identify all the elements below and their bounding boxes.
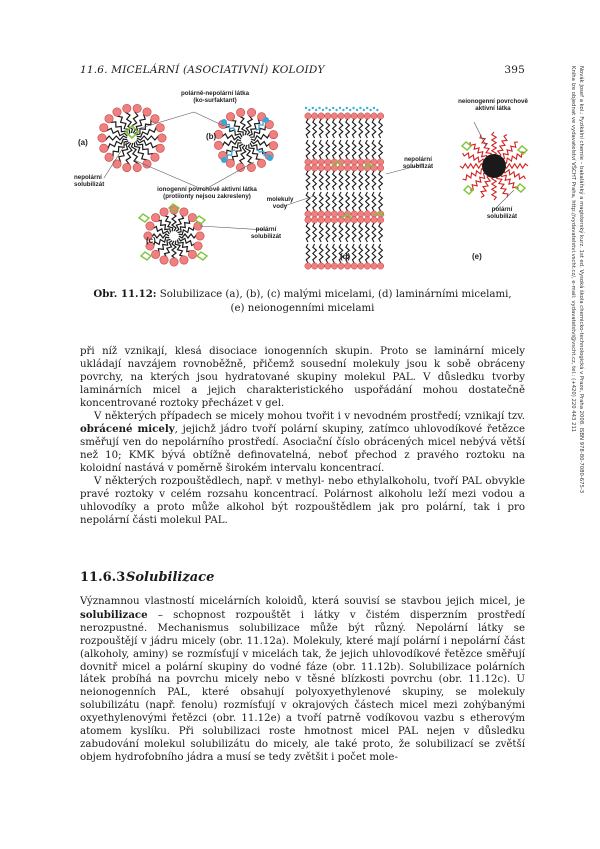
polar-head xyxy=(214,141,222,149)
polar-head xyxy=(305,159,311,165)
label-polar-solubilizate-c: polární solubilizát xyxy=(250,226,282,240)
water-molecule xyxy=(363,109,365,111)
surfactant-tail xyxy=(352,192,356,211)
running-header xyxy=(80,64,525,80)
surfactant-tail xyxy=(339,140,343,159)
surfactant-tail xyxy=(313,244,317,263)
polar-head xyxy=(371,217,377,223)
surfactant-tail xyxy=(352,223,356,242)
surfactant-tail xyxy=(319,119,323,138)
label-nonionogenic-surfactant: neionogenní povrchově aktivní látka xyxy=(458,98,528,112)
polar-head xyxy=(100,124,108,132)
polar-head xyxy=(194,242,202,250)
polar-head xyxy=(156,124,164,132)
surfactant-tail xyxy=(498,135,507,157)
surfactant-tail xyxy=(333,119,337,138)
surfactant-tail xyxy=(333,140,337,159)
polar-head xyxy=(305,211,311,217)
water-molecule xyxy=(339,107,341,109)
micelle-figure xyxy=(74,86,534,286)
surfactant-tail xyxy=(306,119,310,138)
caption-line-2: (e) neionogenními micelami xyxy=(230,302,375,314)
surfactant-tail xyxy=(352,119,356,138)
polar-head xyxy=(311,159,317,165)
surfactant-tail xyxy=(359,140,363,159)
water-molecule xyxy=(346,107,348,109)
surfactant-tail xyxy=(503,170,525,179)
polar-head xyxy=(305,263,311,269)
polar-head xyxy=(358,159,364,165)
body-upper xyxy=(80,346,525,528)
paragraph-3: V některých rozpouštědlech, např. v methyl- nebo ethylalkoholu, tvoří PAL obvykle pravé roztoky v celém rozsahu koncentrací. Polárnost alkoholu leží mezi vodou a uhlovodíky a proto může alkohol být rozpouštědlem jak pro polární, tak i pro nepolární části molekul PAL. xyxy=(80,476,525,526)
polar-head xyxy=(377,217,383,223)
paragraph-2 xyxy=(80,411,525,477)
polar-head xyxy=(98,134,106,142)
polar-head xyxy=(311,113,317,119)
polar-head xyxy=(358,113,364,119)
polar-head xyxy=(236,108,244,116)
surfactant-tail xyxy=(326,119,330,138)
water-molecule xyxy=(312,107,314,109)
label-b: (b) xyxy=(206,132,217,141)
water-molecule xyxy=(332,107,334,109)
polar-head xyxy=(344,159,350,165)
surfactant-tail xyxy=(366,192,370,211)
surfactant-tail xyxy=(326,192,330,211)
polar-head xyxy=(160,208,168,216)
polar-head xyxy=(364,211,370,217)
polar-head xyxy=(358,211,364,217)
polar-head xyxy=(351,113,357,119)
polar-head xyxy=(156,144,164,152)
side-note-line-2: Kniha lze objednat ve vydavatelství VŠCHT Praha, http://vydavatelstvi.vscht.cz/, e-mail: vydavatelstvi@vscht.cz, tel.: (+420) 220 443 211 xyxy=(570,66,577,433)
polar-head xyxy=(151,115,159,123)
polar-head xyxy=(364,113,370,119)
side-note-line-1: Novák Josef a kol.: Fyzikální chemie – bakalářský a magisterský kurz. 1st ed. Vysoká škola chemicko-technologická v Praze, Praha 2008. ISBN 978-80-7080-675-3 xyxy=(578,66,584,494)
polar-head xyxy=(196,232,204,240)
polar-head xyxy=(180,256,188,264)
water-molecule xyxy=(359,107,361,109)
polar-head xyxy=(358,165,364,171)
hydrophobic-core xyxy=(482,154,506,178)
polar-head xyxy=(188,250,196,258)
nonionic-micelle-e xyxy=(460,132,528,200)
water-molecule xyxy=(356,109,358,111)
water-molecule xyxy=(305,107,307,109)
polar-head xyxy=(146,222,154,230)
polar-head xyxy=(133,163,141,171)
surfactant-tail xyxy=(319,244,323,263)
polar-head xyxy=(305,165,311,171)
water-molecule xyxy=(366,107,368,109)
polar-head xyxy=(344,263,350,269)
surfactant-tail xyxy=(306,171,310,190)
term-solubilization: solubilizace xyxy=(80,608,148,621)
surfactant-tail xyxy=(359,223,363,242)
polar-head xyxy=(377,159,383,165)
polar-head xyxy=(325,217,331,223)
surfactant-tail xyxy=(339,119,343,138)
polar-solubilizate xyxy=(141,252,151,260)
polar-head xyxy=(325,211,331,217)
polar-head xyxy=(311,217,317,223)
term-reverse-micelles: obrácené micely xyxy=(80,423,175,436)
polar-head xyxy=(100,144,108,152)
caption-text: Solubilizace (a), (b), (c) malými micelami, (d) laminárními micelami, xyxy=(156,289,512,300)
surfactant-tail xyxy=(346,192,350,211)
label-nonpolar-solubilizate-d: nepolární solubilizát xyxy=(402,156,434,170)
surfactant-tail xyxy=(333,192,337,211)
surfactant-tail xyxy=(359,119,363,138)
surfactant-tail xyxy=(346,119,350,138)
water-molecule xyxy=(315,109,317,111)
surfactant-tail xyxy=(359,171,363,190)
surfactant-tail xyxy=(366,223,370,242)
water-molecule xyxy=(318,107,320,109)
surfactant-tail xyxy=(339,192,343,211)
polar-head xyxy=(123,163,131,171)
surfactant-tail xyxy=(346,171,350,190)
water-molecule xyxy=(325,107,327,109)
polar-head xyxy=(318,211,324,217)
pointer-line xyxy=(194,112,224,126)
surfactant-tail xyxy=(319,192,323,211)
surfactant-tail xyxy=(339,171,343,190)
surfactant-tail xyxy=(379,119,383,138)
polar-head xyxy=(113,160,121,168)
polar-head xyxy=(377,165,383,171)
label-polar-solubilizate-e: polární solubilizát xyxy=(486,206,518,220)
polar-head xyxy=(351,159,357,165)
paragraph-4 xyxy=(80,596,525,765)
polar-head xyxy=(358,217,364,223)
polar-head xyxy=(123,104,131,112)
polar-head xyxy=(311,263,317,269)
paragraph-2-end: , jejichž jádro tvoří polární skupiny, zatímco uhlovodíkové řetězce směřují ven do nepolárního prostředí. Asociační číslo obrácených micel nebývá větší než 10; KMK bývá obtížně definovatelná, neboť přechod z pravého roztoku na koloidní nastává v poměrně širokém intervalu koncentrací. xyxy=(80,424,525,475)
water-molecule xyxy=(322,109,324,111)
surfactant-tail xyxy=(372,244,376,263)
label-polar-nonpolar: polárně-nepolární látka (ko-surfaktant) xyxy=(180,90,250,104)
polar-head xyxy=(318,165,324,171)
micelle-b xyxy=(214,108,277,171)
surfactant-tail xyxy=(359,192,363,211)
polar-head xyxy=(305,217,311,223)
polar-solubilizate xyxy=(197,252,207,260)
surfactant-tail xyxy=(463,169,485,180)
surfactant-tail xyxy=(319,171,323,190)
polar-head xyxy=(344,165,350,171)
polar-head xyxy=(113,108,121,116)
surfactant-tail xyxy=(372,223,376,242)
chapter-title: 11.6. MICELÁRNÍ (ASOCIATIVNÍ) KOLOIDY xyxy=(80,64,325,76)
water-molecule xyxy=(349,109,351,111)
polar-head xyxy=(180,208,188,216)
water-molecule xyxy=(329,109,331,111)
polar-head xyxy=(226,159,234,167)
water-molecule xyxy=(335,109,337,111)
surfactant-tail xyxy=(313,192,317,211)
surfactant-tail xyxy=(372,140,376,159)
paragraph-4-start: Významnou vlastností micelárních koloidů, která souvisí se stavbou jejich micel, je xyxy=(80,596,525,607)
water-molecule xyxy=(376,109,378,111)
pointer-line xyxy=(474,122,486,146)
surfactant-tail xyxy=(504,164,528,168)
polar-head xyxy=(311,165,317,171)
section-heading xyxy=(80,570,525,585)
surfactant-tail xyxy=(313,171,317,190)
label-c: (c) xyxy=(146,236,156,245)
polar-head xyxy=(305,113,311,119)
polar-head xyxy=(351,211,357,217)
water-molecule xyxy=(342,109,344,111)
section-number: 11.6.3 xyxy=(80,570,126,585)
polar-head xyxy=(160,256,168,264)
polar-head xyxy=(364,263,370,269)
surfactant-tail xyxy=(306,244,310,263)
polar-head xyxy=(358,263,364,269)
surfactant-tail xyxy=(481,175,490,197)
polar-head xyxy=(170,258,178,266)
polar-head xyxy=(351,263,357,269)
surfactant-tail xyxy=(326,244,330,263)
surfactant-tail xyxy=(497,175,508,197)
surfactant-tail xyxy=(339,223,343,242)
surfactant-tail xyxy=(306,223,310,242)
polar-head xyxy=(377,263,383,269)
surfactant-tail xyxy=(319,223,323,242)
polar-solubilizate xyxy=(518,146,527,154)
surfactant-tail xyxy=(379,244,383,263)
polar-head xyxy=(344,113,350,119)
polar-head xyxy=(247,108,255,116)
water-molecule xyxy=(308,109,310,111)
surfactant-tail xyxy=(306,140,310,159)
surfactant-tail xyxy=(326,223,330,242)
surfactant-tail xyxy=(366,119,370,138)
polar-head xyxy=(133,104,141,112)
polar-head xyxy=(331,211,337,217)
surfactant-tail xyxy=(372,192,376,211)
surfactant-tail xyxy=(366,171,370,190)
surfactant-tail xyxy=(379,140,383,159)
surfactant-tail xyxy=(346,223,350,242)
surfactant-tail xyxy=(306,192,310,211)
polar-head xyxy=(371,263,377,269)
label-water-molecules: molekuly vody xyxy=(266,196,294,210)
polar-head xyxy=(269,141,277,149)
label-nonpolar-solubilizate-a: nepolární solubilizát xyxy=(74,174,105,188)
label-e: (e) xyxy=(472,252,482,261)
water-molecule xyxy=(373,107,375,109)
surfactant-tail xyxy=(492,176,496,200)
surfactant-tail xyxy=(326,140,330,159)
surfactant-tail xyxy=(352,244,356,263)
surfactant-tail xyxy=(326,171,330,190)
surfactant-tail xyxy=(492,132,496,156)
polar-head xyxy=(338,263,344,269)
body-lower xyxy=(80,596,525,765)
label-d: (d) xyxy=(340,252,351,261)
surfactant-tail xyxy=(463,153,485,162)
polar-head xyxy=(151,213,159,221)
polar-head xyxy=(338,113,344,119)
paragraph-2-start: V některých případech se micely mohou tvořit i v nevodném prostředí; vznikají tzv. xyxy=(94,410,525,422)
polar-head xyxy=(269,130,277,138)
section-title: Solubilizace xyxy=(126,570,215,585)
polar-head xyxy=(364,217,370,223)
surfactant-tail xyxy=(359,244,363,263)
polar-head xyxy=(351,165,357,171)
surfactant-tail xyxy=(379,192,383,211)
water-molecule xyxy=(352,107,354,109)
polar-head xyxy=(257,159,265,167)
surfactant-tail xyxy=(333,171,337,190)
polar-head xyxy=(377,113,383,119)
polar-head xyxy=(371,159,377,165)
polar-head xyxy=(325,165,331,171)
surfactant-tail xyxy=(319,140,323,159)
polar-head xyxy=(151,153,159,161)
polar-head xyxy=(247,163,255,171)
polar-head xyxy=(371,113,377,119)
polar-head xyxy=(311,211,317,217)
polar-head xyxy=(331,263,337,269)
polar-head xyxy=(318,159,324,165)
polar-head xyxy=(105,115,113,123)
surfactant-tail xyxy=(366,244,370,263)
polar-head xyxy=(331,217,337,223)
surfactant-tail xyxy=(313,119,317,138)
surfactant-tail xyxy=(372,171,376,190)
label-a: (a) xyxy=(78,138,88,147)
surfactant-tail xyxy=(313,223,317,242)
polar-head xyxy=(331,113,337,119)
lamellar-micelle-d xyxy=(305,107,384,269)
page-number: 395 xyxy=(504,64,525,76)
polar-head xyxy=(143,108,151,116)
polar-head xyxy=(151,250,159,258)
polar-head xyxy=(344,217,350,223)
side-note xyxy=(566,66,584,626)
surfactant-tail xyxy=(333,223,337,242)
polar-solubilizate xyxy=(139,214,149,222)
polar-head xyxy=(325,113,331,119)
polar-head xyxy=(318,217,324,223)
paragraph-1: při níž vznikají, klesá disociace ionogenních skupin. Proto se laminární micely ukládají navzájem rovnoběžně, přičemž sousední molekuly jsou k sobě obráceny povrchy, na kterých jsou hydratované skupiny molekul PAL. V důsledku tvorby laminárních micel a jejich charakteristického uspořádání mohou dostatečně koncentrované roztoky přecházet v gel. xyxy=(80,346,525,409)
surfactant-tail xyxy=(379,223,383,242)
surfactant-tail xyxy=(379,171,383,190)
label-ionogenic-surfactant: ionogenní povrchově aktivní látka (protiionty nejsou zakresleny) xyxy=(157,186,257,200)
water-molecule xyxy=(369,109,371,111)
surfactant-tail xyxy=(460,164,484,168)
surfactant-tail xyxy=(333,244,337,263)
polar-head xyxy=(236,163,244,171)
micelle-a xyxy=(98,104,166,171)
polar-head xyxy=(318,263,324,269)
polar-head xyxy=(325,159,331,165)
surfactant-tail xyxy=(346,140,350,159)
paragraph-4-end: – schopnost rozpouštět i látky v čistém disperzním prostředí nerozpustné. Mechanismus solubilizace může být různý. Nepolární látky se rozpouštějí v jádru micely (obr. 11.12a). Molekuly, které mají polární i nepolární část (alkoholy, aminy) se rozmísťují v micelách tak, že jejich uhlovodíkové řetězce směřují dovnitř micel a polární skupiny do vodné fáze (obr. 11.12b). Solubilizace polárních látek probíhá na povrchu micely nebo v těsné blízkosti povrchu (obr. 11.12c). U neionogenních PAL, které obsahují polyoxyethylenové skupiny, se molekuly solubilizátu (např. fenolu) rozmísťují v okrajových částech micel mezi zohýbanými oxyethylenovými řetězci (obr. 11.12e) a tvoří patrně vodíkovou vazbu s etherovým atomem kyslíku. Při solubilizaci roste hmotnost micel PAL nejen v důsledku zabudování molekul solubilizátu do micely, ale také proto, že solubilizací se zvětší objem hydrofobního jádra a musí se tedy zvětšit i počet mole- xyxy=(80,609,525,763)
polar-head xyxy=(325,263,331,269)
figure-caption xyxy=(80,288,525,315)
surfactant-tail xyxy=(352,140,356,159)
polar-head xyxy=(226,112,234,120)
polar-head xyxy=(158,134,166,142)
polar-head xyxy=(318,113,324,119)
surfactant-tail xyxy=(352,171,356,190)
surfactant-tail xyxy=(366,140,370,159)
surfactant-tail xyxy=(372,119,376,138)
caption-label: Obr. 11.12: xyxy=(93,288,157,300)
polar-head xyxy=(105,153,113,161)
surfactant-tail xyxy=(313,140,317,159)
